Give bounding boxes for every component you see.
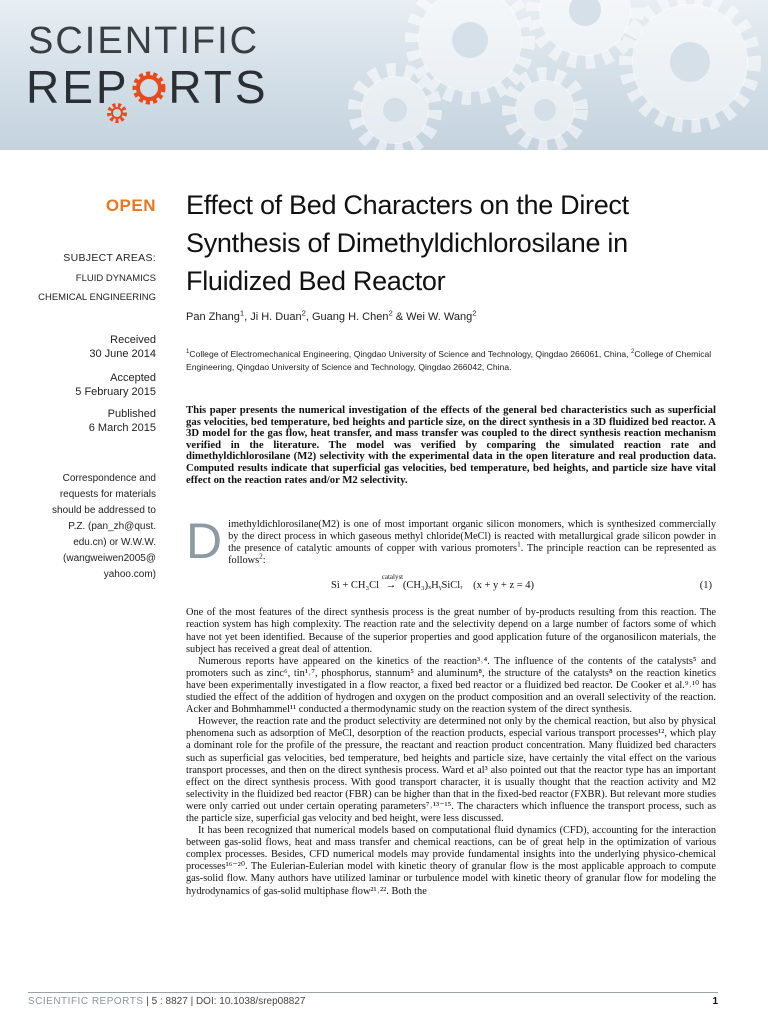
- equation-lhs: Si + CH₃Cl: [331, 580, 380, 592]
- author-affiliation-mark: 2: [472, 308, 477, 318]
- subject-link-chemical-engineering[interactable]: CHEMICAL ENGINEERING: [38, 292, 156, 303]
- article-body: [186, 513, 717, 898]
- date-label: Received: [110, 334, 156, 346]
- equation-arrow-label: catalyst: [381, 573, 404, 582]
- date-label: Accepted: [110, 372, 156, 384]
- footer-citation: | 5 : 8827 | DOI: 10.1038/srep08827: [146, 996, 306, 1007]
- equation-body: [331, 573, 535, 592]
- affiliation-mark: 1: [186, 349, 190, 356]
- page-number: 1: [712, 996, 718, 1007]
- affiliation-mark: 2: [630, 349, 635, 356]
- footer-journal-brand: SCIENTIFIC REPORTS: [28, 996, 144, 1007]
- author-affiliation-mark: 1: [239, 308, 245, 318]
- affiliations: [186, 348, 716, 374]
- intro-text-end: :: [262, 555, 266, 567]
- author-name: Pan Zhang: [186, 311, 240, 323]
- logo-part-c: RTS: [168, 61, 269, 113]
- correspondence-email-2-cont[interactable]: yahoo.com): [103, 569, 156, 580]
- author-affiliation-mark: 2: [301, 308, 306, 318]
- subject-areas-heading: SUBJECT AREAS:: [63, 252, 156, 264]
- subject-link-fluid-dynamics[interactable]: FLUID DYNAMICS: [75, 273, 156, 284]
- correspondence-line: Correspondence and: [62, 473, 156, 484]
- intro-text: imethyldichlorosilane(M2) is one of most important organic silicon monomers, which is synthesized commercially by the direct process in which gaseous methyl chloride(MeCl) is reacted with metallurgical grade silicon powder in the presence of catalytic amounts of copper with various promoters: [228, 519, 716, 555]
- author-name: Guang H. Chen: [312, 311, 389, 323]
- page-footer: [28, 996, 718, 1007]
- date-accepted: [30, 371, 156, 399]
- intro-paragraph: [186, 513, 717, 569]
- author-name: Wei W. Wang: [406, 311, 473, 323]
- footer-divider: [28, 992, 718, 993]
- date-received: [30, 333, 156, 361]
- affiliation-2: College of Chemical Engineering, Qingdao University of Science and Technology, Qingdao 266042, China.: [186, 349, 712, 372]
- correspondence-email-1-cont[interactable]: edu.cn) or W.W.W.: [73, 537, 156, 548]
- citation-ref[interactable]: 2: [259, 552, 263, 561]
- correspondence-line: should be addressed to: [52, 505, 156, 516]
- author-list: Pan Zhang$^1$, Ji H. Duan$^2$, Guang H. Chen$^2$ & Wei W. Wang$^2$: [186, 308, 477, 323]
- logo-part-a: REP: [26, 61, 130, 113]
- affiliation-1: College of Electromechanical Engineering, Qingdao University of Science and Technology, Qingdao 266061, China,: [189, 349, 629, 359]
- body-paragraph: Numerous reports have appeared on the kinetics of the reaction³˒⁴. The influence of the contents of the catalysts⁵ and promoters such as zinc⁶, tin¹˒⁷, phosphorus, stannum⁵ and aluminum⁸, the structure of the catalysts⁸ on the reaction kinetics have been experimentally investigated in a flow reactor, a fixed bed reactor or a fluidized bed reactor. De Cooker et al.⁹˒¹⁰ has studied the effect of the addition of hydrogen and oxygen on the product composition and an overall selectivity of the reaction. Acker and Bohmhammel¹¹ conducted a thermodynamic study on the reaction system of the direct synthesis.: [186, 655, 716, 716]
- equation-arrow-symbol: →: [385, 580, 397, 592]
- date-published: [30, 407, 156, 435]
- equation-constraint: (x + y + z = 4): [473, 580, 535, 592]
- body-paragraph: However, the reaction rate and the product selectivity are determined not only by the chemical reaction, but also by physical phenomena such as adsorption of MeCl, desorption of the reaction products, especial various transport processes¹², which play a dominant role for the profile of the pressure, the reactant and reaction product concentration. Many fluidized bed characters such as superficial gas velocities, bed temperature, bed heights and particle size, have certainly the vital effect on the various transport processes, and then on the direct synthesis process. Ward et al³ also pointed out that the reactor type has an important effect on the direct synthesis process. With good transport character, it is usually thought that the reaction activity and M2 selectivity in the fluidized bed reactor (FBR) can be higher than that in the fixed-bed reactor (FXBR). But relevant more studies were only carried out under certain operating parameters⁷˒¹³⁻¹⁵. The characters which influence the transport process, such as the particle size, superficial gas velocity and bed height, were less discussed.: [186, 716, 716, 824]
- abstract: This paper presents the numerical investigation of the effects of the general bed characteristics such as superficial gas velocities, bed temperature, bed heights and particle size, on the direct synthesis in a 3D fluidized bed reactor. A 3D model for the gas flow, heat transfer, and mass transfer was coupled to the direct synthesis reaction mechanism verified in the literature. The model was verified by comparing the simulated reaction rate and dimethyldichlorosilane (M2) selectivity with the experimental data in the open literature and real production data. Computed results indicate that superficial gas velocities, bed temperature, bed heights, and particle size have vital effect on the reaction rates and/or M2 selectivity.: [186, 404, 716, 486]
- open-access-label: OPEN: [105, 196, 156, 215]
- drop-cap: D: [186, 513, 223, 569]
- equation-number: (1): [699, 580, 712, 592]
- equation-rhs: (CH₃)ₓHᵧSiClᵣ: [402, 580, 463, 592]
- logo-gear-letter: [130, 64, 169, 110]
- intro-text-2: . The principle reaction can be represented as follows: [228, 543, 717, 567]
- small-gear-icon: [104, 100, 130, 126]
- journal-logo-top: SCIENTIFIC: [28, 20, 260, 62]
- correspondence-note: [30, 471, 156, 583]
- equation-arrow: [381, 573, 404, 592]
- author-affiliation-mark: 2: [388, 308, 393, 318]
- journal-logo-bottom: [26, 61, 269, 113]
- date-value: 6 March 2015: [88, 422, 156, 434]
- logo-gear-icon: [130, 68, 168, 108]
- journal-banner: [0, 0, 768, 150]
- date-label: Published: [107, 408, 156, 420]
- equation-1: [186, 573, 716, 599]
- correspondence-email-1[interactable]: P.Z. (pan_zh@qust.: [68, 521, 156, 532]
- body-paragraph: One of the most features of the direct synthesis process is the great number of by-products resulting from this reaction. The reaction system has high complexity. The reaction rate and the selectivity depend on a large number of factors some of which have not yet been identified. Because of the superior properties and good application future of the organosilicon materials, the subject has received a great deal of attention.: [186, 607, 716, 655]
- article-title: Effect of Bed Characters on the Direct Synthesis of Dimethyldichlorosilane in Fluidized Bed Reactor: [186, 190, 629, 296]
- author-name: Ji H. Duan: [250, 311, 302, 323]
- citation-ref[interactable]: 1: [517, 540, 521, 549]
- correspondence-email-2[interactable]: (wangweiwen2005@: [63, 553, 156, 564]
- date-value: 5 February 2015: [75, 386, 156, 398]
- correspondence-line: requests for materials: [59, 489, 156, 500]
- date-value: 30 June 2014: [89, 348, 156, 360]
- body-paragraph: It has been recognized that numerical models based on computational fluid dynamics (CFD), accounting for the interaction between gas-solid flows, heat and mass transfer and chemical reactions, can be of great help in the optimization of various complex processes. Besides, CFD numerical models may provide fundamental insights into the underlying physico-chemical processes¹⁶⁻²⁰. The Eulerian-Eulerian model with kinetic theory of granular flow is the most applicable approach to compute gas-solid flow. Many authors have utilized laminar or turbulence model with kinetic theory of granular flow for modeling the hydrodynamics of gas-solid multiphase flow²¹˒²². Both the: [186, 825, 716, 897]
